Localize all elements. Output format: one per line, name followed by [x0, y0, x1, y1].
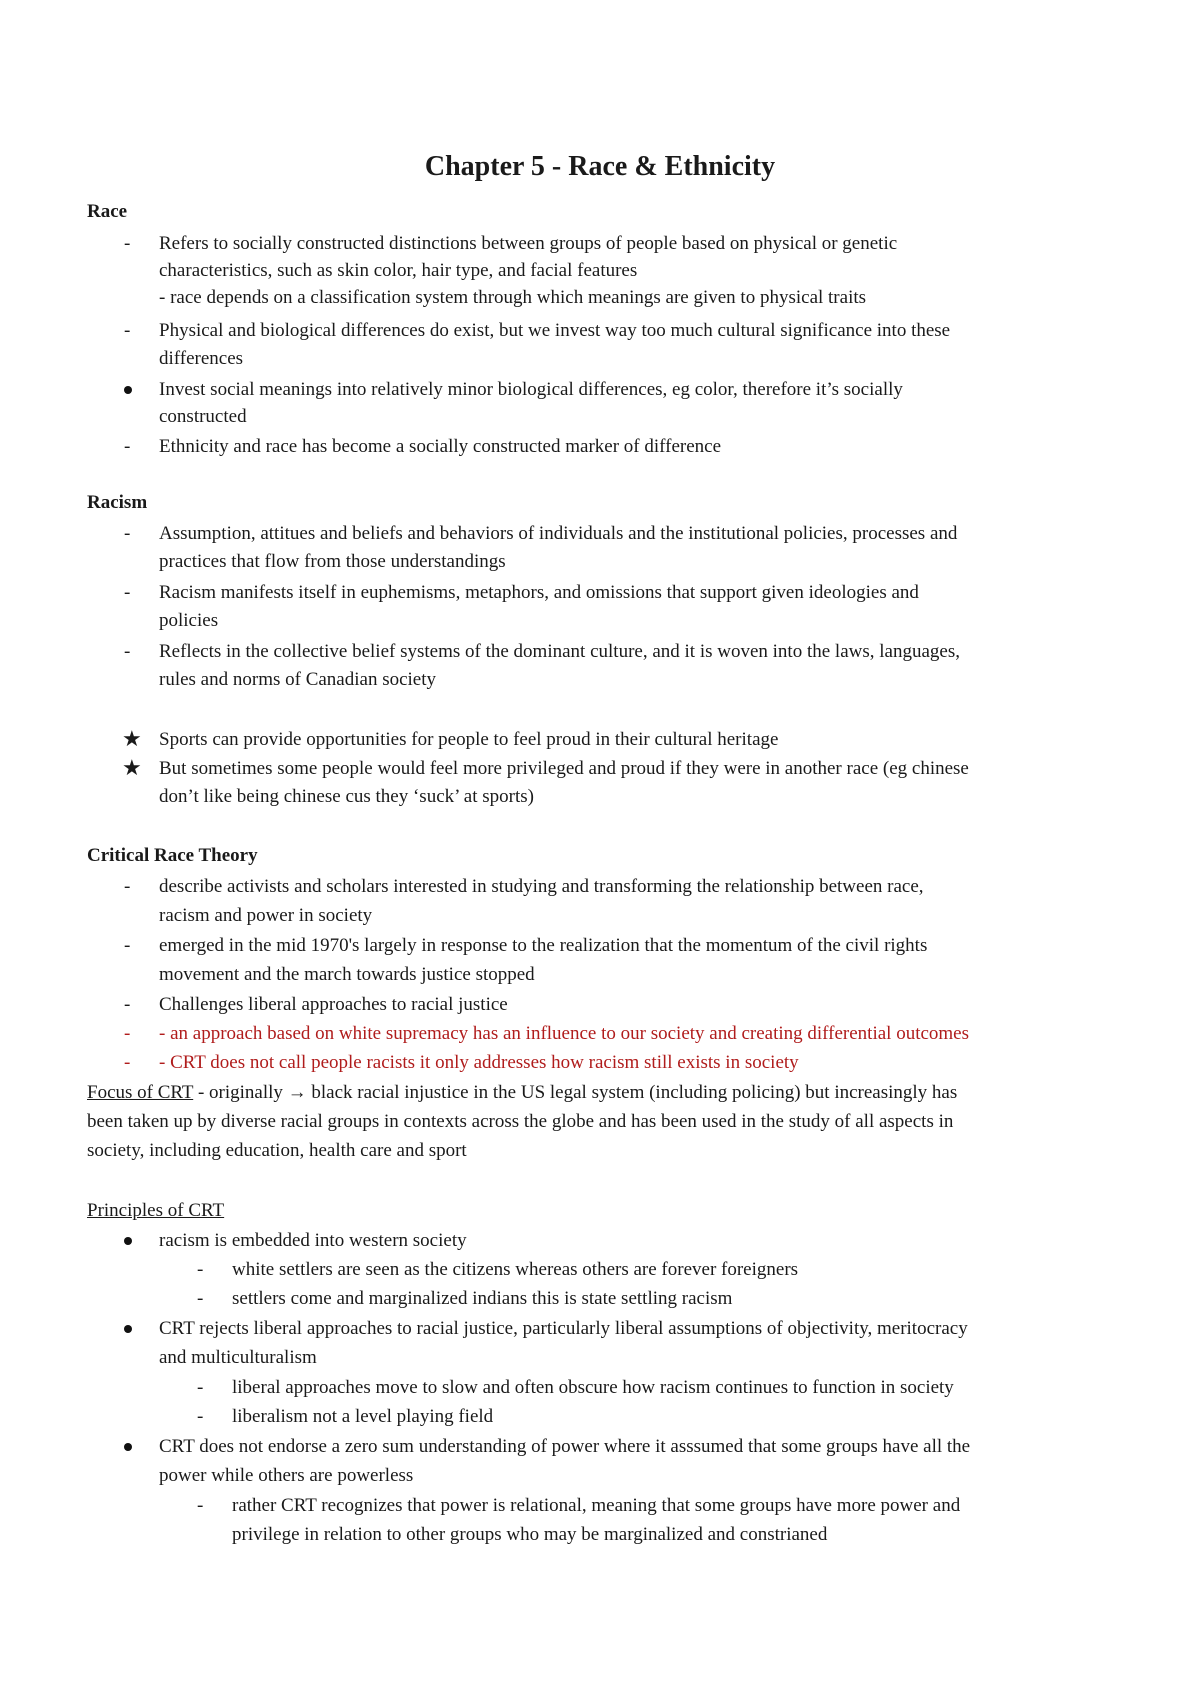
dash-marker: - [124, 523, 131, 544]
dash-marker: - [124, 436, 131, 457]
heading-principles-of-crt: Principles of CRT [87, 1200, 225, 1221]
dash-marker: - [124, 641, 131, 662]
dash-marker: - [197, 1406, 204, 1427]
racism-line-4: policies [159, 610, 219, 631]
focus-of-crt-text: - originally → black racial injustice in the US legal system (including policing) but increasingly has [193, 1082, 958, 1103]
principle-1-sub-2: settlers come and marginalized indians this is state settling racism [232, 1288, 733, 1309]
crt-line-5: Challenges liberal approaches to racial justice [159, 994, 508, 1015]
crt-line-1: describe activists and scholars interested in studying and transforming the relationship between race, [159, 876, 924, 897]
principle-1: racism is embedded into western society [159, 1230, 467, 1251]
crt-line-4: movement and the march towards justice stopped [159, 964, 535, 985]
principle-2-sub-1: liberal approaches move to slow and often obscure how racism continues to function in society [232, 1377, 954, 1398]
race-line-7: constructed [159, 406, 247, 427]
dash-marker: - [124, 935, 131, 956]
focus-of-crt-line-2: been taken up by diverse racial groups in contexts across the globe and has been used in the study of all aspects in [87, 1111, 954, 1132]
race-line-1: Refers to socially constructed distinctions between groups of people based on physical or genetic [159, 233, 898, 254]
race-line-2: characteristics, such as skin color, hair type, and facial features [159, 260, 638, 281]
principle-1-sub-1: white settlers are seen as the citizens whereas others are forever foreigners [232, 1259, 799, 1280]
bullet-icon [124, 1443, 132, 1451]
racism-star-line-2: But sometimes some people would feel more privileged and proud if they were in another race (eg chinese [159, 758, 969, 779]
heading-racism: Racism [87, 492, 148, 513]
principle-3-cont: power while others are powerless [159, 1465, 414, 1486]
racism-line-5: Reflects in the collective belief systems of the dominant culture, and it is woven into the laws, languages, [159, 641, 960, 662]
bullet-icon [124, 386, 132, 394]
race-line-3: - race depends on a classification system through which meanings are given to physical traits [159, 287, 867, 308]
dash-marker: - [197, 1259, 204, 1280]
principle-2-sub-2: liberalism not a level playing field [232, 1406, 494, 1427]
dash-marker: - [197, 1288, 204, 1309]
dash-marker: - [197, 1495, 204, 1516]
racism-line-3: Racism manifests itself in euphemisms, metaphors, and omissions that support given ideologies and [159, 582, 919, 603]
dash-marker: - [124, 320, 131, 341]
dash-marker: - [124, 233, 131, 254]
principle-2-cont: and multiculturalism [159, 1347, 317, 1368]
bullet-icon [124, 1237, 132, 1245]
principle-2: CRT rejects liberal approaches to racial justice, particularly liberal assumptions of objectivity, meritocracy [159, 1318, 968, 1339]
focus-of-crt-line-1 [87, 1080, 957, 1106]
focus-of-crt-line-3: society, including education, health care and sport [87, 1140, 467, 1161]
crt-line-2: racism and power in society [159, 905, 373, 926]
bullet-icon [124, 1325, 132, 1333]
crt-red-line-2: - CRT does not call people racists it only addresses how racism still exists in society [159, 1052, 799, 1073]
principle-3: CRT does not endorse a zero sum understanding of power where it asssumed that some groups have all the [159, 1436, 971, 1457]
page-title: Chapter 5 - Race & Ethnicity [424, 151, 776, 182]
racism-line-6: rules and norms of Canadian society [159, 669, 437, 690]
racism-star-line-3: don’t like being chinese cus they ‘suck’ at sports) [159, 786, 534, 807]
race-line-5: differences [159, 348, 244, 369]
crt-line-3: emerged in the mid 1970's largely in response to the realization that the momentum of the civil rights [159, 935, 928, 956]
crt-red-line-1: - an approach based on white supremacy has an influence to our society and creating differential outcomes [159, 1023, 970, 1044]
heading-critical-race-theory: Critical Race Theory [87, 845, 258, 866]
racism-line-1: Assumption, attitues and beliefs and behaviors of individuals and the institutional policies, processes and [159, 523, 958, 544]
dash-marker: - [124, 582, 131, 603]
heading-race: Race [87, 201, 128, 222]
racism-star-line-1: Sports can provide opportunities for people to feel proud in their cultural heritage [159, 729, 779, 750]
star-icon: ★ [122, 726, 142, 751]
dash-marker: - [124, 994, 131, 1015]
race-line-8: Ethnicity and race has become a socially constructed marker of difference [159, 436, 722, 457]
focus-of-crt-label: Focus of CRT [87, 1082, 194, 1103]
principle-3-sub-1: rather CRT recognizes that power is relational, meaning that some groups have more power and [232, 1495, 961, 1516]
dash-marker: - [197, 1377, 204, 1398]
dash-marker: - [124, 876, 131, 897]
star-icon: ★ [122, 755, 142, 780]
race-line-4: Physical and biological differences do exist, but we invest way too much cultural significance into these [159, 320, 951, 341]
dash-marker: - [124, 1052, 131, 1073]
principle-3-sub-1-cont: privilege in relation to other groups who may be marginalized and constrianed [232, 1524, 828, 1545]
racism-line-2: practices that flow from those understandings [159, 551, 506, 572]
race-line-6: Invest social meanings into relatively minor biological differences, eg color, therefore it’s socially [159, 379, 903, 400]
dash-marker: - [124, 1023, 131, 1044]
